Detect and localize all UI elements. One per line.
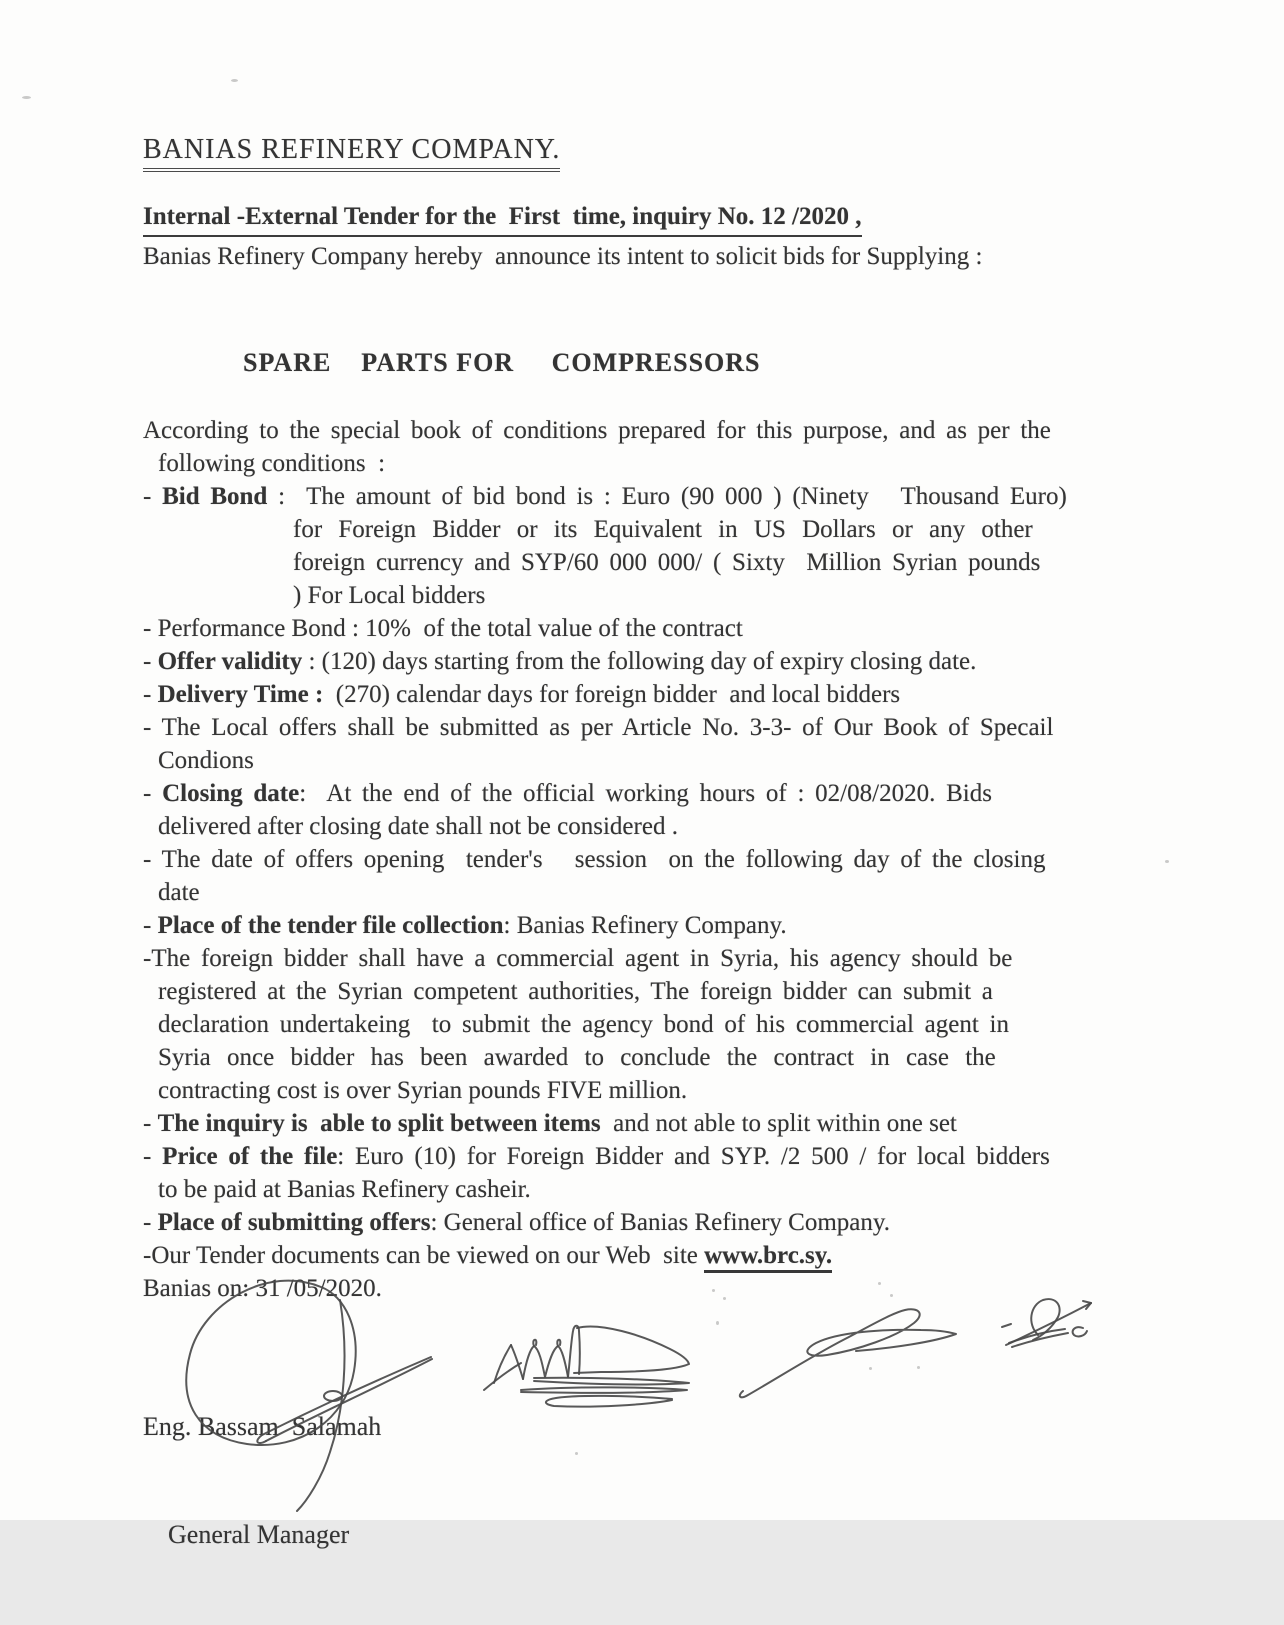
body-text-segment: to be paid at Banias Refinery casheir. (158, 1176, 531, 1203)
body-text-segment: ) For Local bidders (293, 582, 486, 609)
body-text-segment: : Banias Refinery Company. (503, 912, 787, 939)
body-line (143, 942, 1133, 975)
signature-2 (484, 1326, 689, 1407)
body-line (143, 1107, 1133, 1140)
body-line (143, 1008, 1133, 1041)
body-text-segment: -The foreign bidder shall have a commercial agent in Syria, his agency should be (143, 945, 1013, 972)
body-text-segment: Offer validity (157, 648, 303, 675)
body-line (143, 711, 1133, 744)
subject-heading: SPARE PARTS FOR COMPRESSORS (243, 348, 761, 377)
body-line (143, 1206, 1133, 1239)
body-text-segment: Condions (158, 747, 254, 774)
body-line (143, 1239, 1133, 1272)
tender-heading-text: Internal -External Tender for the First time, inquiry No. 12 /2020 , (143, 203, 862, 237)
body-text-segment: Bid Bond (162, 483, 268, 510)
body-text-segment: Closing date (162, 780, 300, 807)
body-text-segment: : The amount of bid bond is : Euro (90 000 ) (Ninety Thousand Euro) (267, 483, 1067, 510)
body-text-segment: Price of the file (162, 1143, 338, 1170)
scan-artifact (723, 1297, 726, 1300)
body-line (143, 1140, 1133, 1173)
signatory-block (143, 1337, 381, 1625)
body-text-segment: delivered after closing date shall not be considered . (158, 813, 678, 840)
body-text-segment: and not able to split within one set (600, 1110, 957, 1137)
body-text-segment: Syria once bidder has been awarded to conclude the contract in case the (158, 1044, 996, 1071)
scan-artifact (575, 1452, 578, 1455)
scan-artifact (716, 1321, 719, 1325)
signatory-title: General Manager (168, 1520, 350, 1549)
body-line (143, 612, 1133, 645)
scan-artifact (712, 1289, 715, 1292)
body-line (143, 546, 1133, 579)
body-text-segment: contracting cost is over Syrian pounds FIVE million. (158, 1077, 688, 1104)
body-text-segment: - (143, 648, 158, 675)
body-text-segment: Banias on: 31 /05/2020. (143, 1275, 382, 1302)
body-lines (143, 414, 1133, 1305)
scan-artifact (22, 96, 31, 99)
body-text-segment: - (143, 681, 158, 708)
body-text-segment: According to the special book of conditions prepared for this purpose, and as per the (143, 417, 1051, 444)
scan-artifact (890, 1294, 893, 1297)
body-line (143, 843, 1133, 876)
body-line (143, 744, 1133, 777)
body-text-segment: - (143, 1209, 158, 1236)
body-line (143, 579, 1133, 612)
company-title (143, 134, 560, 172)
body-text-segment: - (143, 912, 158, 939)
body-line (143, 513, 1133, 546)
intro-line: Banias Refinery Company hereby announce its intent to solicit bids for Supplying : (143, 243, 983, 270)
body-text-segment: for Foreign Bidder or its Equivalent in US Dollars or any other (293, 516, 1033, 543)
body-line (143, 1074, 1133, 1107)
signature-3 (740, 1309, 956, 1397)
body-text-segment: - Performance Bond : 10% of the total value of the contract (143, 615, 743, 642)
body-line (143, 1173, 1133, 1206)
body-line (143, 447, 1133, 480)
website-link-text: www.brc.sy. (704, 1242, 832, 1273)
tender-heading (143, 203, 862, 237)
body-text-segment: foreign currency and SYP/60 000 000/ ( Sixty Million Syrian pounds (293, 549, 1041, 576)
body-text-segment: : (120) days starting from the following day of expiry closing date. (302, 648, 977, 675)
body-text-segment: -Our Tender documents can be viewed on our Web site (143, 1242, 705, 1269)
company-title-text: BANIAS REFINERY COMPANY. (143, 134, 560, 169)
body-line (143, 777, 1133, 810)
body-line (143, 1272, 1133, 1305)
body-text-segment: Delivery Time : (157, 681, 324, 708)
scan-artifact (1165, 860, 1169, 863)
body-line (143, 909, 1133, 942)
body-text-segment: : Euro (10) for Foreign Bidder and SYP. /2 500 / for local bidders (337, 1143, 1050, 1170)
body-text-segment: - (143, 1143, 163, 1170)
body-text-segment: - The date of offers opening tender's session on the following day of the closing (143, 846, 1046, 873)
body-line (143, 876, 1133, 909)
body-text-segment: The inquiry is able to split between items (157, 1110, 601, 1137)
body-text-segment: : General office of Banias Refinery Company. (430, 1209, 891, 1236)
signature-4 (1002, 1299, 1091, 1347)
scan-artifact (878, 1282, 881, 1285)
body-line (143, 975, 1133, 1008)
body-line (143, 480, 1133, 513)
scan-artifact (231, 79, 238, 82)
body-text-segment: registered at the Syrian competent authorities, The foreign bidder can submit a (158, 978, 993, 1005)
body-text-segment: Place of submitting offers (157, 1209, 431, 1236)
body-text-segment: following conditions : (158, 450, 386, 477)
body-line (143, 678, 1133, 711)
body-line (143, 1041, 1133, 1074)
body-text-segment: date (158, 879, 200, 906)
body-text-segment: - (143, 1110, 158, 1137)
body-text-segment: declaration undertakeing to submit the agency bond of his commercial agent in (158, 1011, 1009, 1038)
body-text-segment: (270) calendar days for foreign bidder and local bidders (323, 681, 901, 708)
body-line (143, 414, 1133, 447)
body-text-segment: - (143, 780, 163, 807)
body-text-segment: - (143, 483, 163, 510)
body-text-segment: Place of the tender file collection (157, 912, 504, 939)
body-text-segment: - The Local offers shall be submitted as per Article No. 3-3- of Our Book of Specail (143, 714, 1054, 741)
body-line (143, 810, 1133, 843)
signatory-name: Eng. Bassam Salamah (143, 1412, 382, 1441)
scan-artifact (869, 1367, 872, 1370)
scan-artifact (917, 1366, 920, 1369)
body-line (143, 645, 1133, 678)
body-text-segment: : At the end of the official working hours of : 02/08/2020. Bids (299, 780, 992, 807)
